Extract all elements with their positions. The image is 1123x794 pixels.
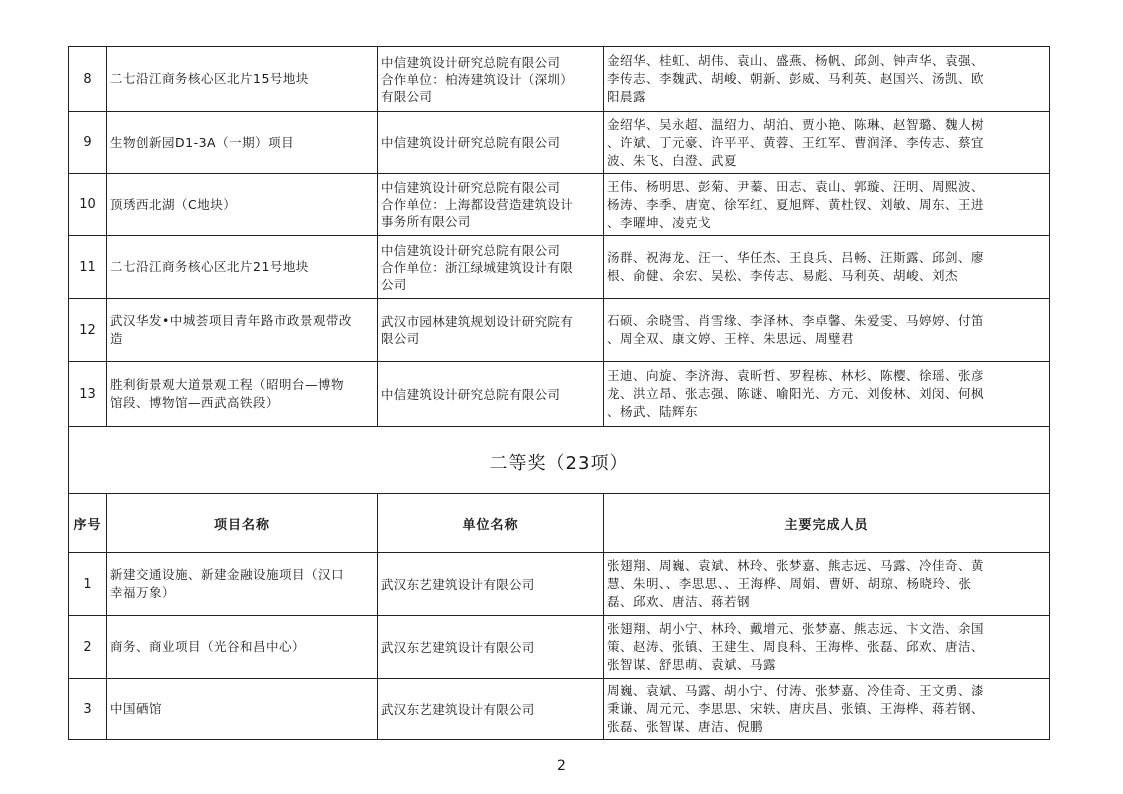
team-members-cell [604, 362, 1050, 427]
project-name-line: 幸福万象） [110, 585, 176, 600]
project-name-line: 中国硒馆 [110, 701, 163, 716]
second-prize-rows [69, 553, 1050, 740]
team-members-line: 金绍华、吴永超、温绍力、胡泊、贾小艳、陈琳、赵智璐、魏人树 [607, 116, 985, 132]
header-people: 主要完成人员 [604, 494, 1050, 553]
project-name-line: 武汉华发•中城荟项目青年路市政景观带改 [110, 313, 352, 328]
page-number: 2 [557, 758, 566, 774]
unit-name-line: 中信建筑设计研究总院有限公司 [381, 180, 561, 195]
row-index: 1 [69, 553, 107, 616]
unit-name-cell [378, 299, 604, 362]
unit-name-line: 合作单位：柏涛建筑设计（深圳） [381, 71, 574, 87]
project-name-line: 生物创新园D1-3A（一期）项目 [110, 134, 295, 150]
table-row [69, 679, 1050, 740]
team-members-cell [604, 112, 1050, 174]
team-members-line: 张智谋、舒思萌、袁斌、马露 [607, 657, 777, 672]
project-name-cell [107, 236, 378, 299]
team-members-line: 张翅翔、胡小宁、林玲、戴增元、张梦嘉、熊志远、卞文浩、余国 [607, 621, 985, 636]
row-index: 9 [69, 112, 107, 174]
team-members-cell [604, 47, 1050, 112]
team-members-line: 周巍、袁斌、马露、胡小宁、付涛、张梦嘉、冷佳奇、王文勇、漆 [607, 683, 985, 698]
team-members-line: 金绍华、桂虹、胡伟、袁山、盛燕、杨帆、邱剑、钟声华、袁强、 [607, 53, 985, 68]
project-name-line: 顶琇西北湖（C地块） [110, 196, 237, 212]
row-index: 10 [69, 174, 107, 236]
unit-name-line: 合作单位：浙江绿城建筑设计有限 [381, 259, 574, 275]
unit-name-cell [378, 174, 604, 236]
unit-name-line: 公司 [381, 276, 407, 292]
team-members-line: 王迪、向旋、李济海、袁昕哲、罗程栋、林杉、陈樱、徐瑶、张彦 [607, 368, 985, 383]
unit-name-line: 中信建筑设计研究总院有限公司 [381, 54, 561, 70]
table-row [69, 174, 1050, 236]
unit-name-line: 武汉市园林建筑规划设计研究院有 [381, 314, 574, 329]
unit-name-line: 合作单位：上海都设营造建筑设计 [381, 197, 574, 212]
unit-name-line: 中信建筑设计研究总院有限公司 [381, 135, 561, 150]
table-row [69, 47, 1050, 112]
row-index: 2 [69, 616, 107, 679]
section-title: 二等奖（23项） [69, 427, 1050, 494]
team-members-cell [604, 679, 1050, 740]
team-members-cell [604, 553, 1050, 616]
team-members-line: 慧、朱明、、李思思、、王海桦、周娟、曹妍、胡琼、杨晓玲、张 [607, 576, 972, 591]
unit-name-line: 武汉东艺建筑设计有限公司 [381, 701, 535, 717]
unit-name-line: 武汉东艺建筑设计有限公司 [381, 639, 535, 655]
award-table [68, 46, 1050, 740]
row-index: 13 [69, 362, 107, 427]
header-index: 序号 [69, 494, 107, 553]
unit-name-cell [378, 679, 604, 740]
table-row [69, 553, 1050, 616]
team-members-line: 龙、洪立昂、张志强、陈谜、喻阳光、方元、刘俊林、刘闵、何枫 [607, 386, 985, 401]
team-members-line: 秉谦、周元元、李思思、宋轶、唐庆昌、张镇、王海桦、蒋若钢、 [607, 701, 985, 716]
project-name-cell [107, 299, 378, 362]
project-name-cell [107, 174, 378, 236]
team-members-cell [604, 236, 1050, 299]
team-members-line: 李传志、李魏武、胡峻、朝新、彭威、马利英、赵国兴、汤凯、欧 [607, 71, 985, 86]
project-name-cell [107, 112, 378, 174]
unit-name-cell [378, 553, 604, 616]
team-members-line: 磊、邱欢、唐洁、蒋若钢 [607, 594, 751, 609]
unit-name-line: 中信建筑设计研究总院有限公司 [381, 242, 561, 258]
team-members-line: 杨涛、李季、唐宽、徐军红、夏旭辉、黄杜钗、刘敏、周东、王进 [607, 196, 985, 212]
team-members-line: 波、朱飞、白澄、武夏 [607, 152, 738, 168]
table-row [69, 112, 1050, 174]
project-name-line: 二七沿江商务核心区北片15号地块 [110, 71, 309, 86]
team-members-cell [604, 616, 1050, 679]
team-members-line: 、周全双、康文婷、王梓、朱思远、周璧君 [607, 331, 855, 346]
table-row [69, 299, 1050, 362]
team-members-line: 、杨武、陆辉东 [607, 404, 699, 419]
header-unit: 单位名称 [378, 494, 604, 553]
project-name-cell [107, 553, 378, 616]
unit-name-cell [378, 236, 604, 299]
second-prize-section [69, 427, 1050, 553]
unit-name-cell [378, 362, 604, 427]
project-name-line: 商务、商业项目（光谷和昌中心） [110, 639, 306, 654]
team-members-line: 张翅翔、周巍、袁斌、林玲、张梦嘉、熊志远、马露、冷佳奇、黄 [607, 558, 985, 573]
team-members-line: 根、俞健、余宏、吴松、李传志、易彪、马利英、胡峻、刘杰 [607, 268, 959, 283]
first-prize-rows [69, 47, 1050, 427]
table-header-row [69, 494, 1050, 553]
team-members-line: 汤群、祝海龙、汪一、华任杰、王良兵、吕畅、汪斯露、邱剑、廖 [607, 250, 985, 265]
team-members-cell [604, 299, 1050, 362]
row-index: 11 [69, 236, 107, 299]
team-members-line: 、李曜坤、凌克戈 [607, 214, 712, 230]
team-members-line: 阳晨露 [607, 89, 647, 104]
header-project: 项目名称 [107, 494, 378, 553]
table-row [69, 616, 1050, 679]
project-name-cell [107, 616, 378, 679]
team-members-line: 张磊、张智谋、唐洁、倪鹏 [607, 719, 764, 734]
unit-name-line: 武汉东艺建筑设计有限公司 [381, 576, 535, 592]
team-members-line: 策、赵涛、张镇、王建生、周良科、王海桦、张磊、邱欢、唐洁、 [607, 639, 985, 654]
unit-name-line: 中信建筑设计研究总院有限公司 [381, 386, 561, 402]
project-name-line: 造 [110, 331, 124, 346]
project-name-cell [107, 47, 378, 112]
unit-name-cell [378, 47, 604, 112]
team-members-line: 石硕、余晓雪、肖雪缘、李泽林、李卓馨、朱爱雯、马婷婷、付笛 [607, 313, 985, 328]
unit-name-line: 有限公司 [381, 88, 433, 104]
project-name-line: 胜利街景观大道景观工程（昭明台—博物 [110, 377, 345, 392]
row-index: 3 [69, 679, 107, 740]
project-name-line: 新建交通设施、新建金融设施项目（汉口 [110, 567, 345, 582]
project-name-cell [107, 362, 378, 427]
project-name-line: 馆段、博物馆—西武高铁段） [110, 395, 280, 410]
unit-name-line: 限公司 [381, 331, 420, 346]
team-members-line: 、许斌、丁元豪、许平平、黄蓉、王红军、曹润泽、李传志、蔡宜 [607, 134, 985, 150]
unit-name-cell [378, 112, 604, 174]
row-index: 8 [69, 47, 107, 112]
table-row [69, 362, 1050, 427]
project-name-cell [107, 679, 378, 740]
unit-name-cell [378, 616, 604, 679]
row-index: 12 [69, 299, 107, 362]
unit-name-line: 事务所有限公司 [381, 214, 471, 229]
team-members-line: 王伟、杨明思、彭菊、尹蓁、田志、袁山、郭璇、汪明、周熙波、 [607, 178, 985, 194]
team-members-cell [604, 174, 1050, 236]
project-name-line: 二七沿江商务核心区北片21号地块 [110, 259, 309, 274]
table-row [69, 236, 1050, 299]
award-list-sheet [68, 46, 1050, 740]
